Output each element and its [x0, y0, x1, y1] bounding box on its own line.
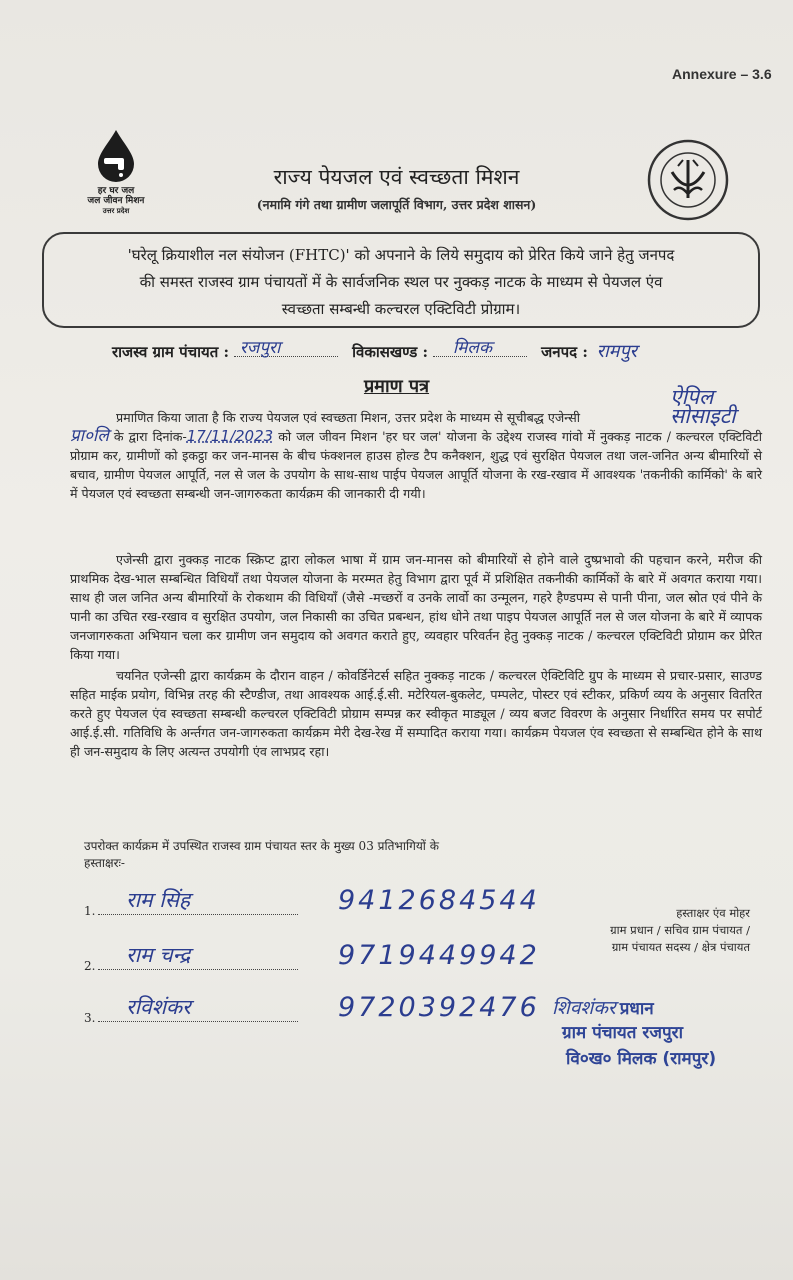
logo-line-3: उत्तर प्रदेश — [102, 207, 130, 215]
participants-intro-line-2: हस्ताक्षरः- — [84, 856, 125, 870]
gram-panchayat-value: रजपुरा — [239, 338, 281, 358]
stamp-line-1: प्रधान — [619, 999, 654, 1019]
seal-line-3: ग्राम पंचायत सदस्य / क्षेत्र पंचायत — [611, 940, 750, 954]
program-banner — [42, 232, 760, 328]
seal-instruction — [560, 905, 750, 956]
participant-row-3 — [84, 992, 540, 1025]
pradhan-stamp-title — [552, 994, 772, 1020]
gram-panchayat-field — [234, 338, 338, 358]
banner-line-3: स्वच्छता सम्बन्धी कल्चरल एक्टिविटी प्रोग्राम। — [281, 300, 521, 318]
block-field — [433, 338, 527, 358]
logo-line-1: हर घर जल — [97, 186, 135, 196]
seal-line-1: हस्ताक्षर एंव मोहर — [676, 906, 750, 920]
district-value: रामपुर — [596, 341, 638, 362]
para1-text-c: को जल जीवन मिशन 'हर घर जल' योजना के उद्देश्य राजस्व गांवो में नुक्कड़ नाटक / कल्चरल एक्टिविटी प्रोग्राम कर, ग्रामीणों को इकट्ठा कर जन-मानस के बीच फंक्शनल हाउस होल्ड टैप कनैक्शन, शुद्ध एवं सुरक्षित पेयजल तथा जल-जनित अन्य बीमारियों से बचाव, ग्रामीण पेयजल आपूर्ति, नल से जल के उपयोग के साथ-साथ पाईप पेयजल आपूर्ति योजना के रख-रखाव में आवश्यक 'तकनीकी कार्मिको' के बारे में पेयजल एवं स्वच्छता सम्बन्धी जन-जागरुकता कार्यक्रम की जानकारी दी गयी। — [70, 429, 762, 501]
participant-number: 3. — [84, 1011, 96, 1025]
participant-signature: रविशंकर — [126, 995, 191, 1019]
participants-intro-line-1: उपरोक्त कार्यक्रम में उपस्थित राजस्व ग्राम पंचायत स्तर के मुख्य 03 प्रतिभागियों के — [84, 839, 439, 853]
participant-signature: राम चन्द्र — [126, 943, 191, 967]
para1-text-a: प्रमाणित किया जाता है कि राज्य पेयजल एवं स्वच्छता मिशन, उत्तर प्रदेश के माध्यम से सूचीबद्ध एजेन्सी — [116, 410, 580, 425]
block-value: मिलक — [452, 338, 493, 358]
participant-signature: राम सिंह — [126, 888, 191, 912]
participant-row-2 — [84, 940, 540, 973]
pradhan-signature: शिवशंकर — [552, 997, 616, 1019]
signature-line — [98, 940, 540, 971]
stamp-line-3: वि०ख० मिलक (रामपुर) — [566, 1049, 717, 1069]
certificate-heading: प्रमाण पत्र — [363, 376, 430, 397]
program-date-handwritten: 17/11/2023 — [186, 427, 274, 445]
gram-panchayat-label: राजस्व ग्राम पंचायत : — [112, 343, 230, 361]
page-subtitle: (नमामि गंगे तथा ग्रामीण जलापूर्ति विभाग, उत्तर प्रदेश शासन) — [256, 197, 537, 212]
participant-phone: 9719449942 — [338, 940, 540, 971]
paragraph-2: एजेन्सी द्वारा नुक्कड़ नाटक स्क्रिप्ट द्वारा लोकल भाषा में ग्राम जन-मानस को बीमारियों से होने वाले दुष्प्रभावो की पहचान करने, मरीज की प्राथमिक देख-भाल सम्बन्धित विधियाँ तथा पेयजल योजना के मरम्मत हेतु विभाग द्वारा पूर्व में प्रशिक्षित तकनीकी कार्मिकों के बारे में अवगत कराया गया। साथ ही जल जनित अन्य बीमारियों के रोकथाम की विधियाँ (जैसे -मच्छरों व उनके लार्वो का उन्मूलन, गहरे हैण्डपम्प से पानी पीना, जल स्रोत एवं पीने के पानी का उचित रख-रखाव व सुरक्षित उपयोग, जल निकासी का उचित प्रबन्धन, हांथ धोने तथा पाइप पेयजल आपूर्ति नल से जल योजना के बारे में व्यापक जनजागरुकता अभियान चला कर ग्रामीण जन समुदाय को अवगत कराते हुए, व्यवहार परिवर्तन हेतु नुक्कड़ नाटक / कल्चरल एक्टिविटी प्रोग्राम कर प्रेरित किया गया। — [70, 552, 762, 662]
banner-line-1: 'घरेलू क्रियाशील नल संयोजन (FHTC)' को अपनाने के लिये समुदाय को प्रेरित किये जाने हेतु जनपद — [127, 246, 675, 264]
annexure-label: Annexure – 3.6 — [672, 66, 772, 82]
banner-line-2: की समस्त राजस्व ग्राम पंचायतों में के सार्वजनिक स्थल पर नुक्कड़ नाटक के माध्यम से पेयजल एंव — [139, 273, 663, 291]
agency-suffix-handwritten: प्रा०लि — [70, 426, 109, 446]
logo-line-2: जल जीवन मिशन — [87, 196, 145, 206]
district-label: जनपद : — [541, 343, 588, 361]
agency-name-handwritten: ऐपिल सोसाइटी — [670, 385, 736, 428]
para1-text-b: के द्वारा दिनांक- — [113, 429, 187, 444]
page-title: राज्य पेयजल एवं स्वच्छता मिशन — [273, 165, 520, 189]
location-fields — [112, 338, 653, 362]
participant-number: 2. — [84, 959, 96, 973]
signature-line — [98, 885, 540, 916]
seal-line-2: ग्राम प्रधान / सचिव ग्राम पंचायत / — [610, 923, 750, 937]
signature-line — [98, 992, 540, 1023]
block-label: विकासखण्ड : — [352, 343, 429, 361]
participant-phone: 9720392476 — [338, 992, 540, 1023]
participant-number: 1. — [84, 904, 96, 918]
participants-intro — [84, 838, 524, 872]
participant-phone: 9412684544 — [338, 885, 540, 916]
participant-row-1 — [84, 885, 540, 918]
paragraph-3: चयनित एजेन्सी द्वारा कार्यक्रम के दौरान वाहन / कोवर्डिनेटर्स सहित नुक्कड़ नाटक / कल्चरल ऐक्टिविटि ग्रुप के माध्यम से प्रचार-प्रसार, साउण्ड सहित माईक प्रयोग, विभिन्न तरह की स्टैण्डीज, तथा आवश्यक आई.ई.सी. मटेरियल-बुकलेट, पम्पलेट, पोस्टर एवं स्टीकर, प्रकिर्ण व्यय के अनुसार वितरित करते हुए पेयजल एंव स्वच्छता सम्बन्धी कल्चरल एक्टिविटी प्रोग्राम सम्पन्न कर स्वीकृत माड्यूल / व्यय बजट विवरण के अनुसार निर्धारित समय पर सपोर्ट आई.ई.सी. गतिविधि के अर्न्तगत जन-जागरुकता कार्यक्रम मेरी देख-रेख में सम्पादित कराया गया। कार्यक्रम पेयजल एंव स्वच्छता से सम्बन्धित होने के साथ ही जन-समुदाय के लिए अत्यन्त उपयोगी एंव लाभप्रद रहा। — [70, 668, 762, 759]
stamp-line-2: ग्राम पंचायत रजपुरा — [562, 1023, 683, 1043]
